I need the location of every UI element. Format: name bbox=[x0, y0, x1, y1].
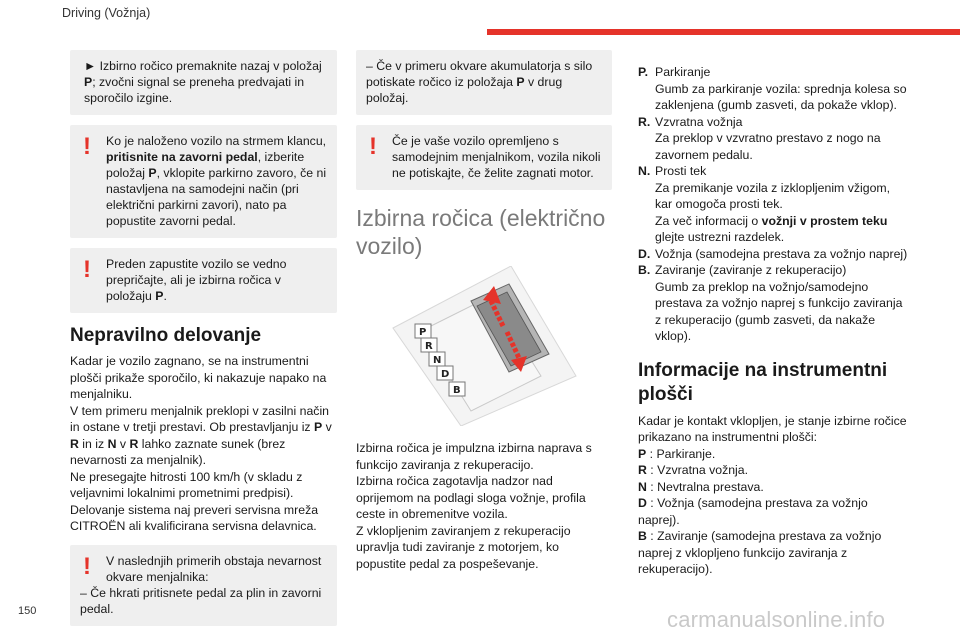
list-item-p: P. Parkiranje Gumb za parkiranje vozila: sprednja kolesa so zaklenjena (gumb zasveti, da pokaže vklop). bbox=[638, 65, 907, 112]
column-2 bbox=[356, 50, 612, 572]
warning-box: ! V naslednjih primerih obstaja nevarnost okvare menjalnika: – Če hkrati pritisnete pedal za plin in zavorni pedal. bbox=[70, 545, 337, 626]
instruction-box: ► Izbirno ročico premaknite nazaj v položaj P; zvočni signal se preneha predvajati in sporočilo izgine. bbox=[70, 50, 337, 115]
state-item: N : Nevtralna prestava. bbox=[638, 479, 764, 494]
watermark: carmanualsonline.info bbox=[667, 607, 886, 632]
column-3 bbox=[638, 64, 908, 578]
warning-box: ! Preden zapustite vozilo se vedno prepričajte, ali je izbirna ročica v položaju P. bbox=[70, 248, 337, 313]
list-item-r: R. Vzvratna vožnja Za preklop v vzvratno prestavo z nogo na zavornem pedalu. bbox=[638, 114, 881, 162]
body-text: Kadar je vozilo zagnano, se na instrumentni plošči prikaže sporočilo, ki nakazuje napako na menjalniku. V tem primeru menjalnik preklopi v zasilni način in ostane v tretji prestavi. Ob prestavljanju iz P v R in iz N v R lahko zaznate sunek (brez nevarnosti za menjalnik). Ne presegajte hitrosti 100 km/h (v skladu z veljavnimi lokalnimi prometnimi predpisi). Delovanje sistema naj preveri servisna mreža CITROËN ali kvalificirana servisna delavnica. bbox=[70, 354, 332, 533]
running-header: Driving (Vožnja) bbox=[62, 6, 151, 20]
gear-selector-illustration bbox=[391, 266, 591, 426]
gear-selector-svg bbox=[391, 266, 591, 426]
list-item-b: B. Zaviranje (zaviranje z rekuperacijo) Gumb za preklop na vožnjo/samodejno prestava za vožnjo naprej s funkcijo zaviranja z rekuperacijo (gumb zasveti, da nakaže vklop). bbox=[638, 263, 903, 343]
gear-letter-r: R bbox=[425, 341, 433, 352]
gear-letter-b: B bbox=[453, 385, 461, 396]
section-heading: Nepravilno delovanje bbox=[70, 325, 262, 346]
body-text: Izbirna ročica je impulzna izbirna naprava s funkcijo zaviranja z rekuperacijo. Izbirna ročica zagotavlja nadzor nad oprijemom na podlagi sloga vožnje, profila ceste in obremenitve vozila. Z vklopljenim zaviranjem z rekuperacijo upravlja tudi zaviranje z motorjem, ko popustite pedal za pospeševanje. bbox=[356, 441, 592, 571]
warning-icon: ! bbox=[83, 133, 91, 160]
list-item-n: N. Prosti tek Za premikanje vozila z izklopljenim vžigom, kar omogoča prosti tek. Za več informacij o vožnji v prostem teku glejte ustrezni razdelek. bbox=[638, 164, 891, 244]
warning-icon: ! bbox=[369, 133, 377, 160]
state-list bbox=[638, 446, 908, 578]
section-heading: Informacije na instrumentni plošči bbox=[638, 359, 888, 405]
state-item: R : Vzvratna vožnja. bbox=[638, 463, 749, 477]
section-title: Izbirna ročica (električno vozilo) bbox=[356, 205, 606, 259]
warning-icon: ! bbox=[83, 552, 91, 580]
instruction-box: – Če v primeru okvare akumulatorja s silo potiskate ročico iz položaja P v drug položaj. bbox=[356, 50, 612, 115]
column-1 bbox=[70, 50, 337, 636]
gear-letter-d: D bbox=[441, 369, 450, 380]
body-text: Kadar je kontakt vklopljen, je stanje izbirne ročice prikazano na instrumentni plošči: bbox=[638, 413, 907, 444]
state-item: D : Vožnja (samodejna prestava za vožnjo naprej). bbox=[638, 496, 868, 527]
gear-letter-p: P bbox=[419, 327, 427, 338]
gear-letter-n: N bbox=[433, 355, 442, 366]
gear-position-list bbox=[638, 64, 908, 345]
arrow-icon: ► bbox=[84, 59, 97, 73]
state-item: P : Parkiranje. bbox=[638, 446, 716, 461]
warning-box: ! Ko je naloženo vozilo na strmem klancu, pritisnite na zavorni pedal, izberite položaj P, vklopite parkirno zavoro, če ni nastavljena na samodejni način (pri električni parkirni zavori), nato pa popustite zavorni pedal. bbox=[70, 125, 337, 238]
warning-box: ! Če je vaše vozilo opremljeno s samodejnim menjalnikom, vozila nikoli ne potiskajte, če želite zagnati motor. bbox=[356, 125, 612, 190]
state-item: B : Zaviranje (samodejna prestava za vožnjo naprej z vklopljeno funkcijo zaviranja z rekuperacijo). bbox=[638, 529, 882, 576]
warning-icon: ! bbox=[83, 256, 91, 283]
list-item-d: D. Vožnja (samodejna prestava za vožnjo naprej) bbox=[638, 246, 908, 261]
header-accent-bar bbox=[487, 29, 960, 35]
page-number: 150 bbox=[18, 605, 37, 617]
